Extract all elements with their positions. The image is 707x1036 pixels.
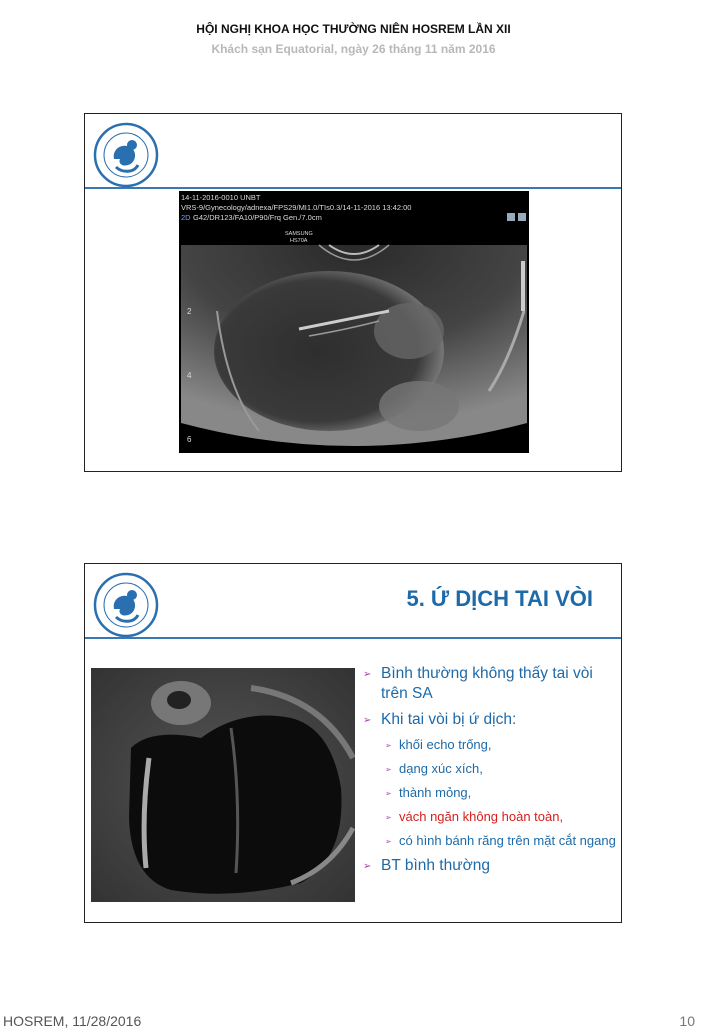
bullet-item: ➢ Bình thường không thấy tai vòi trên SA (363, 664, 618, 704)
ultrasound-image-1 (179, 191, 529, 453)
bullet-list (363, 664, 618, 882)
ultrasound-scan-2 (91, 668, 355, 902)
slide-2 (84, 563, 622, 923)
bullet-item: ➢ Khi tai vòi bị ứ dịch: (363, 710, 618, 730)
us-info-line-1: 14-11-2016-0010 UNBT (181, 193, 261, 202)
us-model: HS70A (290, 238, 308, 244)
us-info-line-2: VRS-9/Gynecology/adnexa/FPS29/MI1.0/TIs0.3/14-11-2016 13:42:00 (181, 203, 412, 212)
us-mode-icon (507, 213, 527, 221)
conference-title: HỘI NGHỊ KHOA HỌC THƯỜNG NIÊN HOSREM LẦN XII (196, 22, 511, 36)
us-info-line-3: G42/DR123/FA10/P90/Frq Gen./7.0cm (193, 213, 322, 222)
us-depth-mark: 6 (187, 435, 192, 444)
sub-bullet-item: ➢ có hình bánh răng trên mặt cắt ngang (363, 832, 618, 849)
hospital-logo-icon (92, 121, 160, 189)
sub-bullet-item: ➢ khối echo trống, (363, 736, 618, 753)
sub-bullet-item: ➢ dạng xúc xích, (363, 760, 618, 777)
page-number: 10 (679, 1013, 695, 1029)
conference-subtitle: Khách sạn Equatorial, ngày 26 tháng 11 năm 2016 (211, 42, 496, 56)
slide-header-divider (85, 637, 621, 639)
slide-header-divider (85, 187, 621, 189)
sub-bullet-item: ➢ thành mỏng, (363, 784, 618, 801)
sub-bullet-item-highlight: ➢ vách ngăn không hoàn toàn, (363, 808, 618, 825)
slide-title: 5. Ứ DỊCH TAI VÒI (406, 586, 593, 611)
us-brand: SAMSUNG (285, 231, 313, 237)
bullet-item: ➢ BT bình thường (363, 856, 618, 876)
footer-date: HOSREM, 11/28/2016 (3, 1013, 142, 1029)
hospital-logo-icon (92, 571, 160, 639)
us-depth-mark: 2 (187, 307, 192, 316)
ultrasound-image-2 (91, 668, 355, 902)
us-mode: 2D (181, 213, 191, 222)
us-depth-mark: 4 (187, 371, 192, 380)
slide-1 (84, 113, 622, 472)
ultrasound-scan-1 (179, 191, 529, 453)
slide-header-band (85, 114, 621, 187)
